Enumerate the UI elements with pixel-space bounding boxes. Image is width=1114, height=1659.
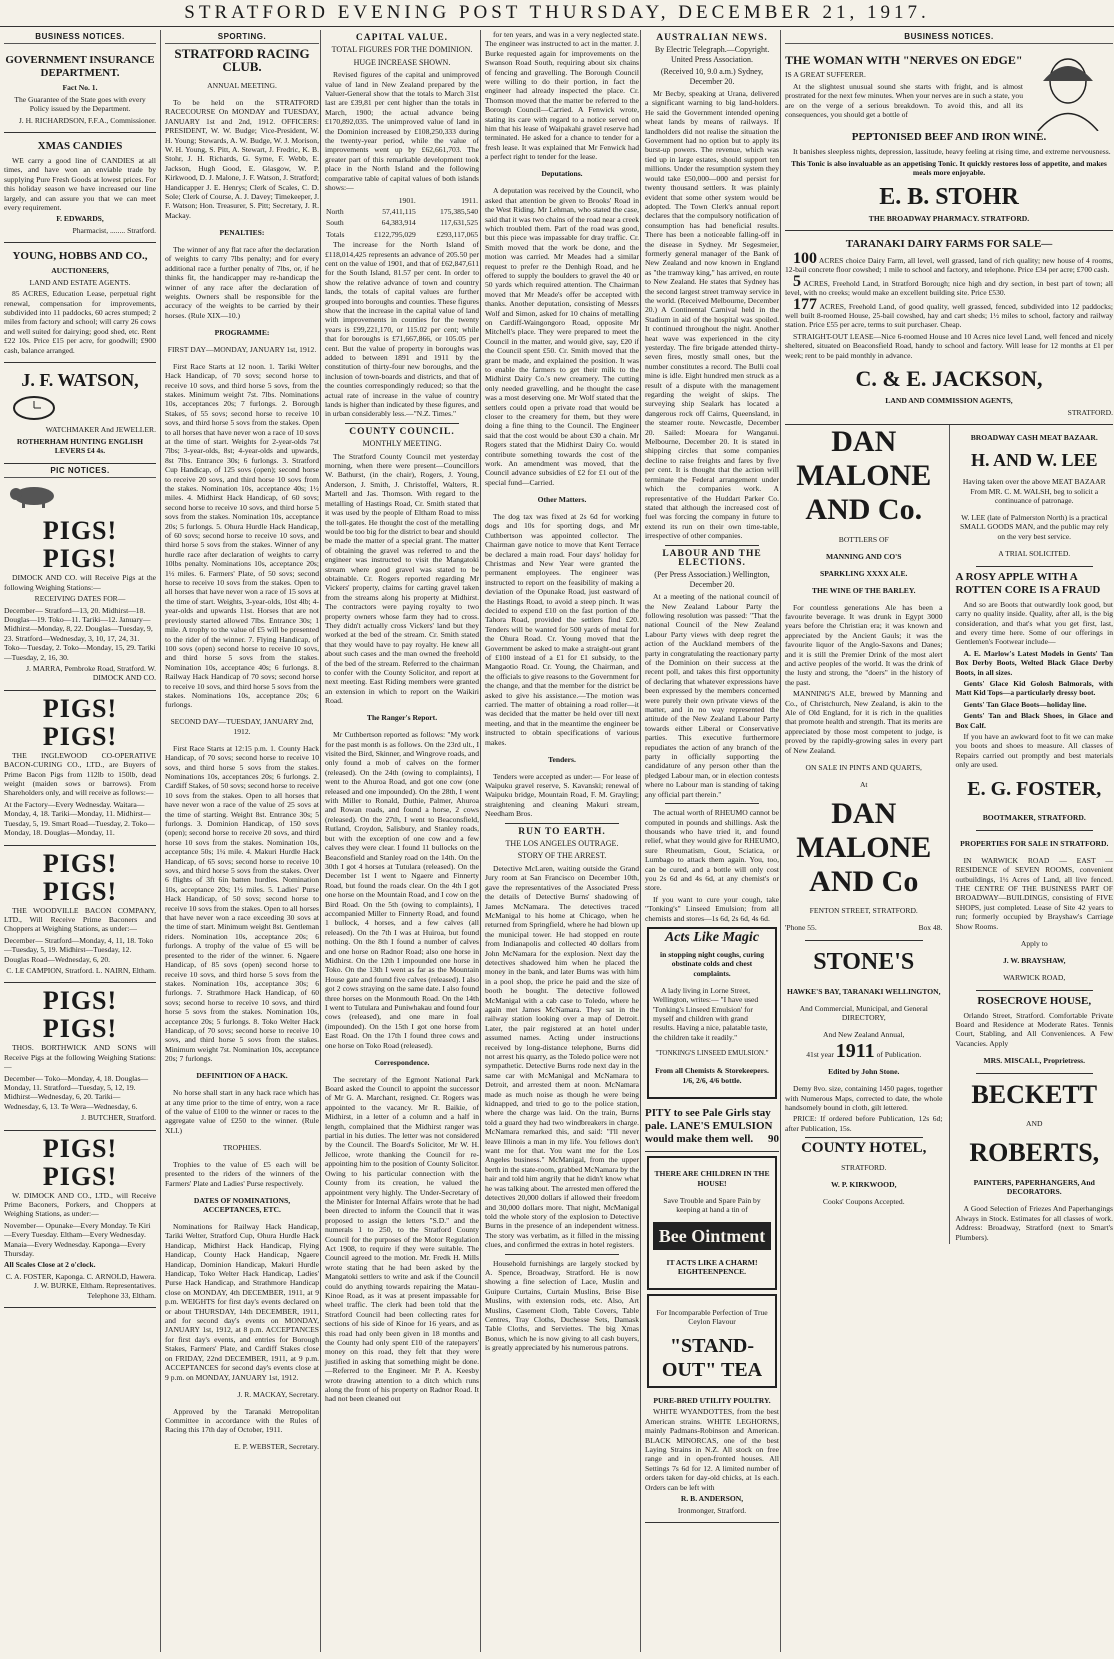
ad-list: December— Stratford—13, 20. Midhirst—18. Douglas—19. Toko—11. Tariki—12. January— Midhirst—Monday, 8, 22. Douglas—Tuesday, 9, 23. Stratford—Wednesday, 3, 10, 17, 24, 31. Toko—Tuesday, 2. Toko—Monday, 15, 29. Tariki—Tuesday, 2, 16, 30. — [4, 605, 156, 662]
ad-box: Box 48. — [918, 923, 943, 933]
article-subtitle: STORY OF THE ARREST. — [517, 851, 607, 861]
gov-insurance-ad — [4, 47, 156, 133]
ad-year-pre: 41st year — [806, 1050, 834, 1060]
article-body: The secretary of the Egmont National Park Board asked the Council to appoint the successor of Mr G. A. Marchant, resigned. Cr. Rogers was appointed to the vacancy. Mr R. Baikie, of Midhirst, in a letter of a column and a half in length, complained that the Midhirst ranger was partial in his duties. The letter was not considered by the Council. The Board's Solicitor, Mr W. H. Jellicoe, wrote thanking the Council for re-appointing him to the position of County Solicitor. Owing to his particular connection with the County from its creation, he valued the appointment very highly. The Under-Secretary of the Minister for Internal Affairs wrote that he had been directed to inform the Council that it was proposed to assign the letters "S.D." and the numerals 1 to 250, to the Stratford County Council for the purposes of the Motor Regulation Act 1908, to require if they were suitable. The Council agreed to the motion. Mr. Fredk H. Mills wrote stating that he had been asked by the Mangatoki settlers to write and ask if the Council could do anything towards repairing the Matau-Kinoe Road, as it was at present impassable for wheel traffic. The clerk had been told that the Stratford Council had been collecting rates for sections of his side of Kinoe for 16 years, and as this road had only been given in 18 months and the County had only spent £10 of the ratepayers' money on this road, they felt that they were justified in asking that something might be done.—Referred to the Engineer. Mr P. A. Keesby wrote drawing attention to a ditch which runs along the front of his property on Radnor Road. It had not been cleaned out — [325, 1074, 479, 1404]
ad-body: WHITE WYANDOTTES, from the best American strains. WHITE LEGHORNS, mainly Padmans-Robinson and American. BLACK MINORCAS, one of the best Laying Strains in N.Z. All stock on free range and in open-fronted houses. All Settings 7s 6d for 12. A limited number of orders taken for day-old chicks, at 1s each. Orders can be left with — [645, 1407, 779, 1492]
article-subtitle: TOTAL FIGURES FOR THE DOMINION. — [331, 45, 473, 55]
ad-subtitle: STRATFORD. — [841, 1162, 887, 1172]
ad-at: At — [859, 779, 868, 789]
article-body: Mr Cuthbertson reported as follows: "My work for the past month is as follows. On the 23rd ult., I visited the Bird, Skinner, and Wingrove roads, and only found a mob of calves on the former (released). On the 24th (owing to complaints), I went to the Ahuroa Road, and got one cow (one released and one impounded). On the 28th, I went with Miller to Ronald, Duthie, Palmer, Ahuroa and Rowan roads, and found a horse, 2 cows (released). On the 27th, I went to Beaconsfield, Rutland, Croydon, Salisbury, and Stanley roads, but with the exception of one cow and a few calves they were clear. I found 11 bullocks on the Beaconsfield and Stanley road on the 14th. On the 30th I got 4 horses at Tutulara (released). On the December 1st I went to Ngaere and Finnerty Road, but found the roads clear. On the 4th I got one horse on the Mountain Road, and I cow on the Bird Road. On the 5th (owing to complaints), I accompanied Miller to Finnerty Road, and found 1 bullock, 4 horses, and a few calves (all released). On the 7th I was at Huiroa, but found nothing. On the 8th I found a number of calves and one horse on Radnor Road; also one horse in Midhirst. On the 12th I impounded one horse in Toko. On the 13th I went as far as the Mountain House gate and found five calves (released). I also got 2 cows straying on the same date. I also found three horses on the Monmouth Road. On the 14th I went to Tutulara and Puniwhakau and found four cows (released), and one mare in foal (impounded). On the 15th I got one horse from East Road. On the 17th I found three cows and one horse on Toko Road (released). — [325, 730, 479, 1050]
pigs-ad-borthwick — [4, 983, 156, 1130]
ad-subtitle: Cooks' Coupons Accepted. — [822, 1196, 905, 1206]
section-heading: BUSINESS NOTICES. — [4, 30, 156, 44]
ad-body: At the slightest unusual sound she starts with fright, and is almost prostrated for the next few minutes. When your nerves are in such a state, you are on the verge of a serious breakdown. To avoid this, and all its consequences, you should get a bottle of — [785, 81, 1023, 120]
lease-listing: STRAIGHT-OUT LEASE—Nice 6-roomed House and 10 Acres nice level Land, well fenced and nicely sheltered, situated on Beaconsfield Road, handy to school and factory. Will lease for 12 months at £1 per week; rent to be paid monthly in advance. — [785, 331, 1113, 360]
ad-title: MALONE — [796, 458, 932, 492]
ad-body: 85 ACRES, Education Lease, perpetual right renewal, compensation for improvements, subdivided into 11 paddocks, 60 acres stumped; 2 miles from factory and school; will carry 26 cows and well suited for dairying; good shed, etc. Rent £22 10s. Price £15 per acre, for goodwill; £900 cash, balance arranged. — [4, 289, 156, 355]
ad-price: PRICE: If ordered before Publication, 12s 6d; after Publication, 15s. — [785, 1114, 943, 1133]
table-cell: North — [326, 206, 344, 216]
article-body: Tenders were accepted as under:— For lease of Waipuku gravel reserve, S. Kavanski; renewal of Waipuku bridge, Mountain Road, F. M. Grayling; straightening and cleaning Makuri stream, Needham Bros. — [485, 771, 639, 819]
ad-subtitle: SPARKLING XXXX ALE. — [820, 568, 908, 578]
ad-body: And so are Boots that outwardly look good, but carry no quality inside. Quality, after all, is the big consideration, and that's what you get first, last, and every time here. Some of our offerings in Gentlemen's Footwear include— — [955, 599, 1113, 647]
farm-text: ACRES, Freehold Land, of good quality, well grassed, fenced, subdivided into 12 paddocks; well built 8-roomed House, 25-bail cowshed, hay and cart sheds; 1½ miles to school, factory and railway station. Price £55 per acre, terms to suit purchaser. Cheap. — [785, 301, 1113, 330]
table-header: 1901. — [398, 195, 416, 205]
article-subtitle: HUGE INCREASE SHOWN. — [353, 57, 451, 67]
ad-footer: IT ACTS LIKE A CHARM! EIGHTEENPENCE. — [666, 1257, 758, 1277]
boot-item: Gents' Tan and Black Shoes, in Glace and Box Calf. — [955, 711, 1113, 730]
ad-title: THE WOMAN WITH "NERVES ON EDGE" — [785, 53, 1023, 68]
ad-signature: J. W. BRAYSHAW, — [1002, 955, 1066, 965]
ad-signature: J. H. RICHARDSON, F.F.A., Commissioner. — [18, 115, 156, 125]
ad-subtitle: WATCHMAKER And JEWELLER. — [45, 425, 156, 435]
ad-editor: Edited by John Stone. — [828, 1067, 900, 1077]
definition-title: DEFINITION OF A HACK. — [196, 1071, 288, 1081]
ad-heading: BROADWAY CASH MEAT BAZAAR. — [970, 432, 1098, 442]
table-cell: South — [326, 218, 344, 228]
table-cell: 117,631,525 — [440, 218, 478, 228]
trophies-body: Trophies to the value of £5 each will be presented to the riders of the winners of the Farmers' Plate and Ladies' Purse respectively. — [165, 1159, 319, 1188]
ad-body: THE WOODVILLE BACON COMPANY, LTD., Will Receive Prime Baconers and Choppers at Weighing Stations, as under:— — [4, 905, 156, 934]
divider — [805, 940, 923, 941]
section-heading: SPORTING. — [165, 30, 319, 44]
divider — [665, 545, 759, 546]
ad-title: TARANAKI DAIRY FARMS FOR SALE— — [845, 238, 1053, 251]
column-council-continued — [480, 30, 643, 1652]
divider — [665, 803, 759, 804]
column-business-notices — [4, 30, 160, 1652]
young-hobbs-ad — [4, 243, 156, 363]
article-subhead: Deputations. — [541, 169, 583, 179]
ad-list: November— Opunake—Every Monday. Te Kiri—Every Tuesday. Eltham—Every Wednesday. Manaia—Every Wednesday. Kaponga—Every Thursday. — [4, 1220, 151, 1259]
ad-body: THOS. BORTHWICK AND SONS will Receive Pigs at the following Weighing Stations:— — [4, 1043, 156, 1072]
ad-signature-line: THE BROADWAY PHARMACY. STRATFORD. — [868, 213, 1030, 223]
farm-acres: 100 — [793, 250, 817, 268]
column-business-notices-right — [780, 30, 1114, 1652]
ad-tonic-note: This Tonic is also invaluable as an appetising Tonic. It quickly restores loss of appetite, and makes meals more enjoyable. — [791, 158, 1107, 178]
ad-title: A ROSY APPLE WITH A ROTTEN CORE IS A FRAUD — [955, 570, 1101, 596]
article-subhead: Correspondence. — [374, 1057, 430, 1067]
ad-list: At the Factory—Every Wednesday. Waitara—Monday, 4, 18. Tariki—Monday, 11. Midhirst—Tuesday, 5, 19. Smart Road—Tuesday, 2. Toko—Monday, 18. Douglas—Monday, 11. — [4, 799, 155, 838]
article-body: The dog tax was fixed at 2s 6d for working dogs and 10s for sporting dogs, and Mr Cuthbertson was appointed collector. The Chairman gave notice to move that Kent Terrace be declared a main road. Four days' holiday for Christmas and New Year were granted the permanent employees. The engineer was instructed to report on the feasibility of making a deviation of the Opunake Road, just eastward of the Hastings Road, to avoid a steep pinch. It was decided to expend £10 on the fast portion of the Tahora Road, provided the settlers find £20. Tenders will be wanted for 500 yards of metal for the Ohura Road. Cr. Young moved that the Government be asked to make a straight-out grant of £100 instead of a £1 for £1 subsidy, to the Mangaotio Road. Cr. Young, the Chairman, and the officials to give reasons to the Government for the change, and that the member for the district be asked to give his assistance.—The motion was carried. The matter of obtaining a road roller—it was decided that the matter be held over till next meeting, and that in the meantime the engineer be instructed to obtain specifications of various makes. — [485, 511, 639, 747]
ad-signature-line: Ironmonger, Stratford. — [677, 1505, 747, 1515]
ad-signature: C. LE CAMPION, Stratford. L. NAIRN, Eltham. — [6, 965, 156, 975]
nerves-ad — [785, 47, 1113, 231]
ad-title-and: AND — [1026, 1119, 1043, 1129]
ad-body: A lady living in Lorne Street, Wellington, writes:— "I have used 'Tonking's Linseed Emulsion' for myself and children with grand results. Having a nice, palatable taste, the children take it readily." — [653, 985, 768, 1042]
pig-icon — [4, 483, 64, 509]
ad-title: ROBERTS, — [969, 1138, 1100, 1168]
divider — [805, 1137, 923, 1138]
ad-number: 90 — [768, 1132, 779, 1145]
ad-heading: PIGS! PIGS! — [42, 1133, 118, 1191]
ad-body: ROTHERHAM HUNTING ENGLISH LEVERS £4 4s. — [16, 436, 144, 456]
ad-signature-line: BOOTMAKER, STRATFORD. — [982, 813, 1086, 823]
ad-title: COUNTY HOTEL, — [801, 1140, 927, 1157]
approval-body: Approved by the Taranaki Metropolitan Committee in accordance with the Rules of Racing this 17th day of October, 1911. — [165, 1406, 319, 1435]
divider — [976, 566, 1094, 567]
trophies-title: TROPHIES. — [222, 1142, 262, 1152]
table-cell: 175,385,540 — [440, 206, 478, 216]
pigs-ad-woodville — [4, 846, 156, 984]
ad-signature-line: LAND AND COMMISSION AGENTS, — [885, 396, 1013, 406]
pigs-ad-dimock-2 — [4, 1131, 156, 1308]
ad-title: DAN — [831, 424, 897, 458]
club-title: STRATFORD RACING CLUB. — [174, 46, 310, 75]
article-title: RUN TO EARTH. — [518, 826, 606, 837]
ad-body: The Guarantee of the State goes with every Policy issued by the Department. — [14, 94, 146, 114]
article-body: A deputation was received by the Council, who asked that attention be given to Brooks' Road in the West Riding. Mr Lehman, who stated the case, said that it was two chains of the road near a creek which troubled them. Part of the road was good, but this piece was impassable for dray traffic. Cr. Smith moved that the work be done, and the motion was carried. Mr Meades had a similar request to prefer re the Denhigh Road, and he offered to supply the boulders to gravel the 40 or 50 yards which required attention. The Chairman moved that Mr Meade's offer be accepted with thanks. Another deputation, consisting of Messrs Wolf and Simon, asked for 10 chains of metalling on Cardiff-Waingongoro Road, opposite Mr Mitchell's place. They were prepared to meet the Council in the matter, and would give, say, £20 if the Council spent £50. Cr. Smith moved that the grant be made, and explained the position. It was to enable the farmers to get their milk to the Midhirst Dairy Co.'s new creamery. The cutting only needed gravelling, and he thought the case was a most deserving one. Mr Wolf stated that the settlers could open a private road that would be closer to the creamery for them, but they were doing a fine thing to the Council. The Engineer said that the cost would be about £30 a chain. Mr Rogers stated that the Midhirst Dairy Co. would contribute something towards the cost of the work. An amendment was moved, that the Council advance subsidies of £2 for £1 out of the special fund—Carried. — [485, 186, 639, 487]
article-body: The Stratford County Council met yesterday morning, when there were present—Councillors W. Bathurst, (in the chair), Rogers, J. Young, Anderson, J. Smith, J. Christoffel, Walters, R. Martell and Jas. Thomson. With regard to the metalling of Hastings Road, Cr. Smith stated that it was used by the people of Eltham Road to miss the toll-gates. He thought the cost of the metalling would be too big for the district to bear and should be made the matter of a special grant. The matter of obtaining the gravel was referred to and the engineer was instructed to visit the Mangatoki stream where good gravel was stated to be obtainable. Cr. Rogers reported regarding Mr Vickers' property, claims for carting gravel taken from the streams along his property at Midhirst. The contractors were paying royalty to two property owners whose farm they had to cross. They didn't actually cross Vickers' land but they worked at the bed of the stream. Cr. Smith stated that they would have to pay royalty. He knew all about such cases and the man owned the freehold of the bed of the stream. Referred to the chairman to confer with the County Solicitor, and report at next meeting. East Riding members were granted an extension in which to report on the Waikiri Road. — [325, 451, 479, 706]
divider — [345, 423, 459, 424]
ad-heading: PIGS! PIGS! — [42, 848, 118, 906]
divider — [976, 990, 1094, 991]
ad-signature: E. B. STOHR — [879, 183, 1019, 210]
ad-brand: "STAND-OUT" TEA — [661, 1335, 763, 1382]
ad-title: J. F. WATSON, — [21, 369, 139, 390]
ad-list: December— Stratford—Monday, 4, 11, 18. Toko—Tuesday, 5, 19. Midhirst—Tuesday, 12. Douglas Road—Wednesday, 6, 20. — [4, 935, 154, 964]
penalties-body: The winner of any flat race after the declaration of weights to carry 7lbs penalty; and for every additional race a further penalty of 7lbs, or, if he thinks fit, the handicapper may re-handicap the winner of any race after the declaration of weights. Owners shall be responsible for the accuracy of the weights to be carried by their horses. (Rule XIX—10.) — [165, 244, 319, 320]
poultry-ad — [645, 1392, 779, 1523]
table-header: 1911. — [461, 195, 478, 205]
ad-title: MALONE — [796, 830, 932, 864]
ad-list: December— Toko—Monday, 4, 18. Douglas—Monday, 11. Stratford—Tuesday, 5, 12, 19. Midhirst—Wednesday, 6, 20. Tariki—Wednesday, 6, 13. Te Wera—Wednesday, 6. — [4, 1073, 149, 1111]
farm-listing — [785, 295, 1113, 330]
section-heading: BUSINESS NOTICES. — [785, 30, 1113, 44]
ad-subtitle: AUCTIONEERS, — [51, 266, 109, 276]
article-subtitle: By Electric Telegraph.—Copyright. United Press Association. — [654, 45, 770, 64]
ad-title: GOVERNMENT INSURANCE DEPARTMENT. — [5, 54, 155, 80]
ad-title: XMAS CANDIES — [37, 140, 123, 153]
ad-brand: Bee Ointment — [653, 1222, 771, 1250]
table-cell: 57,411,115 — [382, 206, 416, 216]
ad-signature: F. EDWARDS, — [56, 214, 104, 224]
ad-signature-line: Pharmacist, ........ Stratford. — [72, 225, 156, 235]
article-body: Revised figures of the capital and unimproved value of land in New Zealand prepared by the Valuer-General show that the totals to March 31st last are £39,81 per cent higher than the totals in March, 1900; the actual advance being £170,892,035. The unimproved value of land in the Dominion increased by £108,250,333 during the twenty-year period, while the value of improvements went up by £62,661,703. The greater part of this remarkable development took place in the North Island and the following comparative table of capital values of both islands shows:— — [325, 70, 479, 193]
article-body: At a meeting of the national council of the New Zealand Labour Party the following resolution was passed: "That the national Council of the New Zealand Labour Party views with deep regret the action of the Auckland members of the party in congratulating the reactionary party of the Dominion on their success at the recent poll, and takes this first opportunity of declaring that whatever expressions have been expressed by the members concerned were purely their own private views of the matter, and in no way represented the attitude of the New Zealand Labour Party towards either Liberal or Conservative parties. This executive furthermore repudiates the action of any branch of the party in officially supporting the candidature of any person other than the pledged Labour man, or in election contests where no Labour man is standing of taking any official part therein." — [645, 592, 779, 799]
divider — [976, 1073, 1094, 1074]
ad-body: Orlando Street, Stratford. Comfortable Private Board and Residence at Moderate Rates. Tennis Court, Stabling, and All Conveniences. A Few Vacancies. Apply — [955, 1010, 1113, 1048]
household-ad: Household furnishings are largely stocked by A. Spence, Broadway, Stratford. He is now showing a fine selection of Lace, Muslin and Guipure Curtains, Curtain Muslins, Brise Bise Muslins, with extension rods, etc. Also, Art Muslins, Casement Cloth, Table Covers, Table Centres, Tray Cloths, Duchesse Sets, Damask Table Cloths, and Serviettes. The big Xmas Bonus, which he is now giving to all cash buyers, is greatly appreciated by his numerous patrons. — [485, 1258, 639, 1353]
ad-body: IN WARWICK ROAD — EAST — RESIDENCE of SEVEN ROOMS, convenient outbuildings, 1½ Acres of Land, all live fenced. THE CENTRE OF THE BUSINESS PART OF BROADWAY—BUILDINGS, consisting of FIVE SHOPS, just completed. Lease of Site 42 years to run; formerly occupied by Brayshaw's Carriage Show Rooms. — [955, 855, 1113, 931]
ad-subtitle: And New Zealand Annual, — [823, 1030, 905, 1040]
article-title: CAPITAL VALUE. — [355, 33, 449, 43]
article-title: LABOUR AND THE ELECTIONS. — [662, 548, 762, 568]
right-sub-column — [949, 425, 1114, 1244]
ad-signature: E. G. FOSTER, — [967, 777, 1102, 800]
xmas-candies-ad — [4, 133, 156, 243]
ad-sale: ON SALE IN PINTS AND QUARTS, — [805, 762, 922, 772]
ad-fact: Fact No. 1. — [62, 83, 98, 93]
ad-subtitle: THE WINE OF THE BARLEY. — [811, 585, 916, 595]
ad-footer: From all Chemists & Storekeepers. 1/6, 2/6, 4/6 bottle. — [655, 1066, 769, 1085]
ad-title: Acts Like Magic — [664, 929, 760, 945]
ad-signature: W. P. KIRKWOOD, — [831, 1179, 897, 1189]
definition-body: No horse shall start in any hack race which has at any time prior to the time of entry, won a race of the value of £100 to the winner or races to the aggregate value of £250 to the winner. (Rule XLI.) — [165, 1088, 319, 1135]
ad-title: PROPERTIES FOR SALE IN STRATFORD. — [960, 838, 1109, 848]
ad-subtitle: RECEIVING DATES FOR— — [34, 594, 126, 604]
article-subtitle: (Per Press Association.) Wellington, December 20. — [654, 570, 770, 589]
ad-title: AND Co. — [805, 492, 923, 526]
programme-day1-body: First Race Starts at 12 noon. 1. Tariki Welter Hack Handicap, of 70 sovs; second horse to receive 10 sovs, and third horse 5 sovs, from the stakes. Minimum weight 7st. 7lbs. Nominations 10s, acceptances 20s; 7 furlongs. 2. Borough Stakes, of 55 sovs; second horse to receive 10 sovs, and third horse 5 sovs from the stakes. Open to all horses that have never won a race of 10 sovs at the time of start. Weights for 2-year-olds 7st 7lbs; 3-year-olds, 8st; 4-year-olds and upwards, 8st 7lbs. Entrance 30s; 6 furlongs. 3. Stratford Cup Handicap, of 125 sovs (open); second horse to receive 20 sovs, and third horse 10 sovs from the stakes. Nomination 10s, acceptance 40s; 1½ miles. 4. Midhirst Hack Handicap, of 60 sovs; second horse to receive 10 sovs, and third horse 5 sovs from the stakes. Nomination 10s, acceptance 20s; 5 furlongs. 5. Ohura Hurdle Hack Handicap, of 60 sovs; second horse to receive 10 sovs, and third horse 5 sovs from the stakes. Winner of any hurdle race after declaration of weights to carry 10lbs penalty. Nominations 10s, acceptance 20s; 1½ miles. 6. Farmers' Plate, of 50 sovs; second horse to receive 10 sovs from the stakes. Open to all horses that have never won a race of 15 sovs at the time of start. Weights, 3-year-olds, 10st 4lb; 4-year-olds and upwards 11st. Horses that are not previously started allowed 7lbs. Entrance 30s; 1 mile. A trophy to the value of £5 will be presented to the rider of the winner. 7. Flying Handicap, of 100 sovs (open) second horse to receive 10 sovs, and third horse 5 sovs from the stakes. Nomination 10s, acceptance 40s; 6 furlongs. 8. Railway Hack Handicap of 70 sovs; second horse to receive 10 sovs, and third horse 5 sovs from the stakes. Nominations 10s, acceptance 20s; 6 furlongs. — [165, 361, 319, 710]
club-body: To be held on the STRATFORD RACECOURSE On MONDAY and TUESDAY, JANUARY 1st and 2nd, 1912. OFFICERS: PRESIDENT, W. W. Budge; Vice-President, W. H. Young; Stewards, A. W. Budge, W. J. Morison, W. H. Young, S. Pitt, A. Stewart, J. Fredric, K. B. Stohr, J. H. Richards, G. Syme, F. Webb, E. Jackson, Hugh Good, E. Glasgow, W. P. Kirkwood, D. J. Malone, J. F. Watson, J. Stratford; Handicapper J. E. Henrys; Clerk of Scales, C. D. Sole; Clerk of Course, A. J. Davey; Timekeeper, J. F. Watson; Hon. Treasurer, S. Pitt; Secretary, J. R. Mackay. — [165, 98, 319, 220]
stand-out-tea-ad — [647, 1294, 777, 1388]
ad-body: WE carry a good line of CANDIES at all times, and have won an enviable trade by supplying Pure Fresh Goods at lowest prices. For this holiday season we have increased our line largely, and can assure you that we can meet every requirement. — [4, 156, 156, 213]
cough-ad: If you want to cure your cough, take "Tonking's" Linseed Emulsion; from all chemists and stores—1s 6d, 2s 6d, 4s 6d. — [645, 894, 779, 923]
article-body: Detective McLaren, waiting outside the Grand Jury room at San Francisco on December 10th, gave the representatives of the Associated Press the details of Detective Burns' shadowing of James McNamara. The detectives traced McManigal to his home at Chicago, when he returned from Springfield, where he had blown up the municipal tower. He had stopped en route from Indianapolis and collected 40 dollars from John McNamara for the explosion. Next day the detectives shadowed him when he placed the money in the bank, and later Burns was with him in a pool shop, the price he paid and the size of booth he bought. The detective followed McManigal with a cab case to Toledo, where he again met James McNamara. They sat in the railway station looking over a map of Detroit. Later, the pair registered at an hotel under assumed names. Acting under instructions received by long-distance telephone, Burns did not arrest his quarry, as the Toledo police were not sympathetic. Detective Burns rode next day in the same car with McManigal and McNamara to Detroit, and arrested them at noon. McNamara made as much noise as though he were being kidnapped, and tried to go to the police station, where the charge was laid. On the train, Burns told a guard they had two windbreakers in charge. McNamara remarked this, and said: "I'll never leave Illinois a man in my life. You fellows don't want me for that. You want me for the Los Angeles business." McManigal, from the upper berth in the state-room, grabbed McNamara by the hair and told him angrily that he didn't know what he was talking about. The arrested men offered the detectives 20,000 dollars if allowed their freedom and 30,000 dollars more. That night, McManigal told the whole story of the explosion to Detective Burns in the presence of an independent witness. The story was verbatim, as it filled in the missing clues, and confirmed the extras in hotel registers. — [485, 863, 639, 1250]
approval-signature: E. P. WEBSTER, Secretary. — [234, 1442, 319, 1452]
boot-item: Gents' Tan Glace Boots—holiday line. — [963, 699, 1087, 709]
programme-title: PROGRAMME: — [214, 327, 270, 337]
ad-signature: J. MARRA, Pembroke Road, Stratford. W. DIMOCK AND CO. — [26, 664, 156, 683]
column-sporting — [160, 30, 323, 1652]
article-body: The increase for the North Island of £118,014,425 represents an advance of 205.50 per cent on the value of 1901, and that of £62,847,611 for the South Island, 81.57 per cent. In order to show the relative advance of town and country lands, the totals of capital values are further grouped into boroughs and counties. These figures show that the increase in the capital value of land with improvements in counties for the twenty years is £99,221,170, or 115.02 per cent; while that for boroughs is £71,667,866, or 105.05 per cent. But the value of property in boroughs was added to between 1891 and 1911 by the constitution of thirty-four new boroughs, and the inclusion of town-boards and districts, and that of the counties correspondingly reduced; so that the actual rate of increase in the value of country lands is higher than indicated by these figures, and in urban considerably less.—"N.Z. Times." — [325, 240, 479, 419]
ad-title: STONE'S — [813, 949, 915, 976]
farm-listing — [785, 250, 1114, 275]
boot-item: Gents' Glace Kid Golosh Balmorals, with Matt Kid Tops—a particularly dressy boot. — [955, 678, 1113, 698]
table-header — [325, 195, 354, 206]
ad-product: PEPTONISED BEEF AND IRON WINE. — [851, 131, 1047, 144]
ad-title: THERE ARE CHILDREN IN THE HOUSE! — [654, 1169, 770, 1188]
ad-title: DAN — [831, 796, 897, 830]
article-subhead: Other Matters. — [537, 494, 587, 504]
article-body: for ten years, and was in a very neglected state. The engineer was instructed to act in the matter. J. Burke requested again for improvements on the Swanson Road South, requiring about six chains of fencing and gravelling. The Borough Council were willing to do their portion, in fact the engineer had already inspected the place. Cr. Thomson moved that the matter be referred to the Borough Council—Carried. A Fenwick wrote, stating its care with regard to a notice served on him that his lease of Waipakahi gravel reserve had terminated. He asked for a chance to tender for a fresh lease. It was explained that Mr Fenwick had a perfect right to tender for the lease. — [485, 30, 639, 162]
ad-signature: J. BUTCHER, Stratford. — [81, 1113, 156, 1123]
section-heading: PIC NOTICES. — [4, 464, 156, 478]
farm-acres: 177 — [793, 295, 817, 313]
ad-year: 1911 — [835, 1040, 875, 1063]
ad-title: ROSECROVE HOUSE, — [977, 994, 1092, 1007]
article-subhead: The Ranger's Report. — [366, 713, 438, 723]
article-dateline: (Received 10, 9.0 a.m.) Sydney, December 20. — [660, 67, 764, 86]
ad-body: A Good Selection of Friezes And Paperhangings Always in Stock. Estimates for all classes of work. Address: Broadway, Stratford (next to Smart's Plumbers). — [955, 1204, 1113, 1242]
divider — [505, 823, 619, 824]
lower-business-notices — [785, 425, 1113, 1244]
ad-subtitle: And Commercial, Municipal, and General DIRECTORY, — [799, 1003, 928, 1023]
watson-ad — [4, 363, 156, 464]
farm-acres: 5 — [793, 272, 801, 290]
ad-subtitle: HAWKE'S BAY, TARANAKI WELLINGTON, — [786, 986, 941, 996]
taranaki-farms-ad — [785, 231, 1113, 425]
boot-item: A. E. Marlow's Latest Models in Gents' Tan Box Derby Boots, Welted Black Glace Derby Boots, in all sizes. — [955, 648, 1113, 677]
ad-apply: Apply to — [1020, 938, 1048, 948]
ad-subtitle: Save Trouble and Spare Pain by keeping at hand a tin of — [663, 1195, 761, 1215]
rheumo-ad: The actual worth of RHEUMO cannot be computed in pounds and shillings. Ask the thousands who have tried it, and found relief, what they would give for RHEUMO, sure Rheumatism, Gout, Sciatica, or Lumbago to attack them again. You, too, can be cured, and a bottle will only cost you 2s 6d and 4s 6d, at any chemist's or store. — [645, 808, 779, 893]
ad-signature: R. B. ANDERSON, — [680, 1494, 744, 1504]
article-subtitle: MONTHLY MEETING. — [362, 439, 442, 449]
ad-body: Demy 8vo. size, containing 1450 pages, together with Numerous Maps, corrected to date, the whole handsomely bound in cloth, gilt lettered. — [785, 1084, 943, 1112]
ad-heading: PIGS! PIGS! — [42, 693, 118, 751]
bee-ointment-ad — [647, 1156, 777, 1290]
table-cell: £293,117,065 — [436, 229, 478, 239]
ad-title: BECKETT — [971, 1079, 1098, 1109]
farm-listing — [785, 272, 1113, 298]
tonkings-ad — [647, 927, 777, 1099]
ad-body: If you have an awkward foot to fit we can make you boots and shoes to measure. All classes of Repairs carried out promptly and best materials only are used. — [955, 732, 1113, 770]
dates-body: Nominations for Railway Hack Handicap, Tariki Welter, Stratford Cup, Ohura Hurdle Hack Handicap, Midhirst Hack Handicap, Flying Handicap, County Hack Handicap, Ngaere Handicap, Dominion Handicap, Makuri Hurdle Handicap, Toko Welter Hack Handicap, Ladies' Purse Hack Handicap, and Strathmore Handicap close on MONDAY, 4th DECEMBER, 1911, at 9 p.m. WEIGHTS for first day's events declared on or about THURSDAY, 14th DECEMBER, 1911, and for second day's events on MONDAY, JANUARY 1st, 1912, at 8 p.m. ACCEPTANCES for first day's events, and entries for Borough Stakes, Farmers' Plate, and Cardiff Stakes close on FRIDAY, 22nd DECEMBER, 1911, at 9 p.m. ACCEPTANCES for second day's events close at 9 p.m. on MONDAY, JANUARY 1st, 1912. — [165, 1222, 319, 1382]
programme-day2: SECOND DAY—TUESDAY, JANUARY 2nd, 1912. — [170, 717, 314, 736]
ad-heading: PIGS! PIGS! — [42, 986, 118, 1044]
ad-signature: MRS. MISCALL, Proprietress. — [983, 1055, 1086, 1065]
ad-trial: A TRIAL SOLICITED. — [998, 548, 1071, 558]
ad-title: YOUNG, HOBBS AND CO., — [12, 250, 148, 263]
column-australian-news — [640, 30, 783, 1652]
pigs-ad-inglewood — [4, 691, 156, 846]
article-title: COUNTY COUNCIL. — [349, 426, 455, 437]
ad-subtitle: PAINTERS, PAPERHANGERS, And DECORATORS. — [973, 1178, 1095, 1197]
ad-year-post: of Publication. — [876, 1050, 922, 1060]
divider — [976, 830, 1094, 831]
ad-body: THE INGLEWOOD CO-OPERATIVE BACON-CURING CO., LTD., are Buyers of Prime Bacon Pigs from 112lb to 150lb, dead weight (maiden sows or barrows). From Shareholders only, and will receive as follows:— — [4, 750, 156, 798]
farm-text: ACRES choice Dairy Farm, all level, well grassed, land of rich quality; new house of 4 rooms, 12-bail concrete floor cowshed; 1 mile to school and factory, and telephone. Price £34 per acre; £700 cash. — [785, 256, 1114, 275]
woman-portrait-icon — [1023, 51, 1113, 131]
ad-signature: C. & E. JACKSON, — [855, 366, 1043, 392]
ad-contact — [785, 923, 943, 932]
ad-body: It banishes sleepless nights, depression, lassitude, heavy feeling at rising time, and extreme nervousness. — [793, 147, 1111, 157]
ad-subtitle: MANNING AND CO'S — [825, 551, 902, 561]
farm-text: ACRES, Freehold Land, in Stratford Borough; nice high and dry section, in best part of town; all level, with no creeks; would make an excellent building site. Price £530. — [785, 278, 1113, 298]
ad-body: W. DIMOCK AND CO., LTD., will Receive Prime Baconers, Porkers, and Choppers at Weighing Stations, as under:— — [4, 1190, 156, 1219]
ad-title: PURE-BRED UTILITY POULTRY. — [653, 1396, 771, 1406]
pigs-ad-dimock — [4, 513, 156, 690]
ad-subtitle: LAND AND ESTATE AGENTS. — [29, 277, 131, 287]
ad-subtitle: Having taken over the above MEAT BAZAAR From MR. C. M. WALSH, beg to solicit a continuance of patronage. — [962, 477, 1106, 505]
ad-year-line — [785, 1040, 943, 1063]
article-subtitle: THE LOS ANGELES OUTRAGE. — [505, 839, 619, 849]
article-title: AUSTRALIAN NEWS. — [656, 33, 768, 43]
ad-body: For countless generations Ale has been a favourite beverage. It was drunk in Egypt 3000 years before the Christian era; it was known and appreciated by the Ancient Gauls; it was the favourite liquor of the Anglo-Saxons and Danes; and it is still the Premier Drink of the most alert and active peoples of the world. It was the drink of the lusty and strong, the "doers" in the history of the past. — [785, 602, 943, 687]
ad-subtitle: in stopping night coughs, curing obstinate colds and chest complaints. — [659, 949, 765, 978]
ad-subtitle: BOTTLERS OF — [838, 534, 889, 544]
column-capital-value — [320, 30, 483, 1652]
dates-signature: J. R. MACKAY, Secretary. — [237, 1389, 319, 1399]
watch-icon — [4, 395, 64, 421]
article-subhead: Tenders. — [548, 754, 576, 764]
ad-body: DIMOCK AND CO. will Receive Pigs at the following Weighing Stations:— — [4, 573, 156, 592]
ad-title: AND Co — [809, 864, 919, 898]
ad-note: All Scales Close at 2 o'clock. — [4, 1260, 96, 1270]
dan-malone-ad — [785, 425, 943, 1244]
divider — [505, 1254, 619, 1255]
dates-title: DATES OF NOMINATIONS, ACCEPTANCES, ETC. — [193, 1195, 291, 1214]
ad-title: H. AND W. LEE — [970, 449, 1098, 470]
ad-product: "TONKING'S LINSEED EMULSION." — [655, 1049, 769, 1058]
programme-day2-body: First Race Starts at 12:15 p.m. 1. County Hack Handicap, of 70 sovs; second horse to receive 10 sovs, and third horse 5 sovs from the stakes. Nominations 10s, acceptances 20s; 6 furlongs. 2. Cardiff Stakes, of 50 sovs; second horse to receive 10 sovs from the stakes. Open to all horses that have never won a race of the value of 25 sovs at the time of starting. Weight 8st. Entrance 30s; 5 furlongs. 3. Dominion Handicap, of 150 sovs (open); second horse to receive 20 sovs, and third horse 10 sovs from the stakes. Nomination 10s, acceptance 50s; 1¼ mile. 4. Makuri Hurdle Hack Handicap, of 65 sovs; second horse to receive 10 sovs, and third horse 5 sovs from the stakes. Over 6 flights of 3ft 6in batten hurdles. Nomination 10s, acceptance 20s; 1½ miles. 5. Ladies' Purse Hack Handicap, of 50 sovs; second horse to receive 10 sovs from the stakes. Open to all horses that have never won a race exceeding 30 sovs at the time of start. Minimum weight 8st. Gentleman riders. Nomination 10s, acceptance 20s; 6 furlongs. A trophy of the value of £5 will be presented to the rider of the winner. 6. Ngaere Handicap, of 85 sovs (open) second horse to receive 10 sovs, and third horse 5 sovs from the stakes. Nomination 10s, acceptance 30s; 6 furlongs. 7. Strathmore Hack Handicap, of 60 sovs; second horse to receive 10 sovs, and third horse 5 sovs from the stakes. Nomination 10s, acceptance 20s; 5 furlongs. 8. Toko Welter Hack Handicap, of 70 sovs; second horse to receive 10 sovs, and third horse 5 sovs from the stakes. Minimum weight 7st. Nomination 10s, acceptance 20s; 7 furlongs. — [165, 743, 319, 1064]
table-cell: £122,795,029 — [374, 229, 416, 239]
masthead: STRATFORD EVENING POST THURSDAY, DECEMBER 21, 1917. — [0, 0, 1114, 27]
table-cell: 64,383,914 — [381, 218, 416, 228]
ad-phone: 'Phone 55. — [785, 923, 817, 933]
ad-body: MANNING'S ALE, brewed by Manning and Co., of Christchurch, New Zealand, is akin to the Ale of Old England, for it is rich in the qualities that promote health and strength. That its merits are appreciated by those most competent to judge, is proved by the rapidly-growing sales in every part of New Zealand. — [785, 689, 943, 755]
ad-body: PITY to see Pale Girls stay pale. LANE'S EMULSION would make them well. — [645, 1106, 773, 1145]
ad-heading: PIGS! PIGS! — [42, 516, 118, 574]
programme-day1: FIRST DAY—MONDAY, JANUARY 1st, 1912. — [167, 344, 317, 354]
ad-subtitle: IS A GREAT SUFFERER. — [785, 70, 866, 80]
ad-body: W. LEE (late of Palmerston North) is a practical SMALL GOODS MAN, and the public may rely on the very best service. — [959, 512, 1109, 541]
ad-signature: C. A. FOSTER, Kaponga. C. ARNOLD, Hawera. J. W. BURKE, Eltham. Representatives. Telephone 33, Eltham. — [5, 1271, 156, 1300]
club-subtitle: ANNUAL MEETING. — [207, 81, 277, 90]
capital-value-table — [325, 195, 479, 241]
article-body: Mr Becby, speaking at Urana, delivered a significant warning to big land-holders. He said the Government intended opening wheat lands by means of railways. If landholders did not realise the situation the Government had no option but to apply its burst-up powers. The revenue, which was tied up in large estates, should support ten millions. Under the resumption system they would take £50,000—000 and persist for twenty thousand settlers. It was plainly evident that some other system would be adopted. The Town Clerk's annual report declares that the compulsory notification of consumption has had beneficial results. There has been a noticeable falling-off in the disease in Sydney. Mr Segesmeier, formerly general manager of the Bank of New Zealand and now known in England as "the tramway king," has arrived, en route to New Zealand. He states that Sydney has the second largest street tramway service in the world. (Received Melbourne, December 20.) A Continental Carnival held in the Stadium in aid of the hospital was spoiled. It continued throughout the night. Another heat wave was experienced in the city yesterday. The fire brigade attended thirty-seven fires, mostly small ones, but the number constitutes a record. The Bulli coal mine is idle. Eight hundred men struck as a result of a dispute with the management regarding the weight of skips. The surveying ship Sealark has located a dangerous rock off Cairns, Queensland, in the steamer route. Newcastle, December 20. Sailed: Moeara for Wanganui. Melbourne, December 20. It is stated in shipping circles that some companies decline to raise freights and fares by five per cent. It is thought that the action will terminate the Federal arrangement under which the companies work. A representative of the Huddart Parker Co. stated that although the increased cost of fuel was forcing the company in future to extend its run on their own time-table, irrespective of other companies. — [645, 89, 779, 541]
ad-signature-line: STRATFORD. — [1067, 407, 1113, 417]
ad-subtitle: For Incomparable Perfection of True Ceylon Flavour — [656, 1307, 768, 1327]
penalties-title: PENALTIES: — [219, 227, 265, 237]
lanes-emulsion-ad — [645, 1103, 779, 1152]
table-cell: Totals — [326, 229, 345, 239]
ad-signature-line: WARWICK ROAD, — [1003, 972, 1066, 982]
ad-address: FENTON STREET, STRATFORD. — [809, 906, 918, 916]
